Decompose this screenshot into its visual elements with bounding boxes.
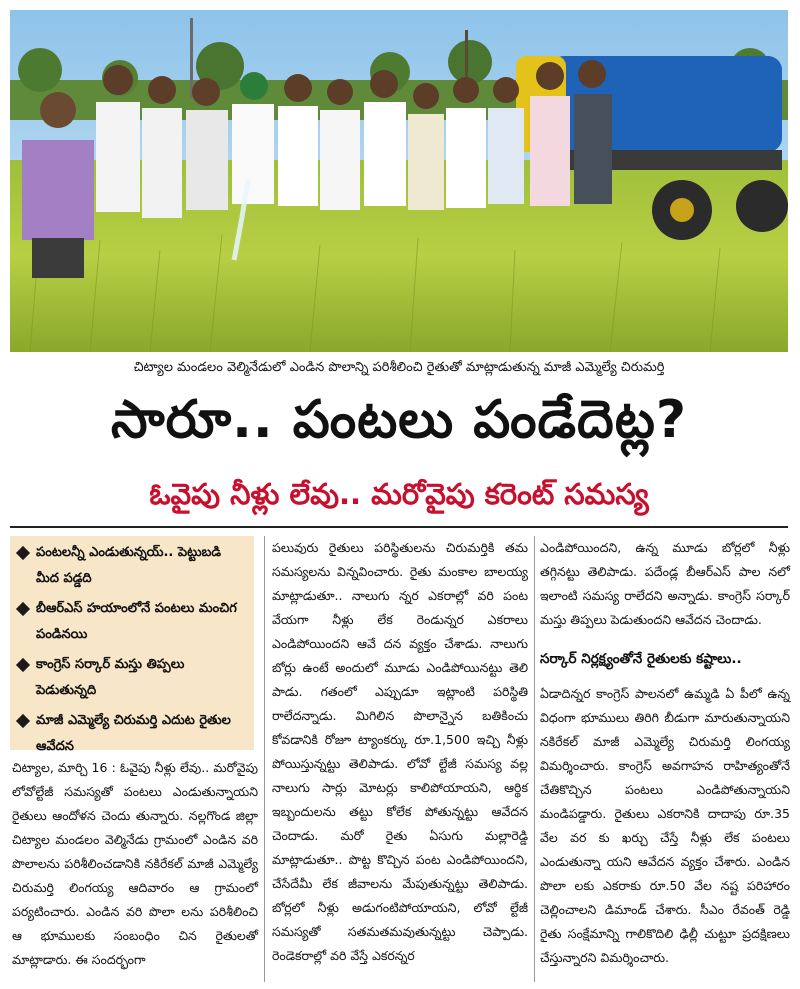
highlight-item bbox=[10, 592, 254, 648]
highlight-text: పంటలన్నీ ఎండుతున్నయ్.. పెట్టుబడి మీద పడ్డది bbox=[36, 545, 221, 586]
highlight-item bbox=[10, 648, 254, 704]
article-column-2: పలువురు రైతులు పరిస్థితులను చిరుమర్తికి తమ సమస్యలను విన్నవించారు. రైతు మంకాల బాలయ్య మాట్లాడుతూ.. నాలుగు న్నర ఎకరాల్లో వరి పంట వేయగా నీళ్లు లేక రెండున్నర ఎకరాలు ఎండిపోయిందని ఆవే దన వ్యక్తం చేశాడు. నాలుగు బోర్లు ఉంటే అందులో మూడు ఎండిపోయినట్టు తెలి పాడు. గతంలో ఎప్పుడూ ఇట్లాంటి పరిస్థితి రాలేదన్నాడు. మిగిలిన పొలాన్నైన బతికించు కోవడానికి రోజూ ట్యాంకర్కు రూ.1,500 ఇచ్చి నీళ్లు పోయిస్తున్నట్టు తెలిపాడు. లోవో ల్టేజీ సమస్య వల్ల నాలుగు సార్లు మోటర్లు కాలిపోయాయని, ఆర్థిక ఇబ్బందులను తట్టు కోలేక పోతున్నట్టు ఆవేదన చెందాడు. మరో రైతు ఏసుగు మల్లారెడ్డి మాట్లాడుతూ.. పొట్ట కొచ్చిన పంట ఎండిపోయిందని, చేసేదేమీ లేక జీవాలను మేపుతున్నట్టు తెలిపాడు. బోర్లలో నీళ్లు అడుగంటిపోయాయని, లోవో ల్టేజీ సమస్యతో సతమతమవుతున్నట్టు చెప్పాడు. రెండెకరాల్లో వరి వేస్తే ఎకరన్నర bbox=[272, 540, 528, 963]
diamond-bullet-icon bbox=[16, 714, 30, 728]
article-paragraph: ఏడాదిన్నర కాంగ్రెస్ పాలనలో ఉమ్మడి ఏ పీలో ఉన్న విధంగా భూములు తిరిగి బీడుగా మారుతున్నాయని నకిరేకల్ మాజీ ఎమ్మెల్యే చిరుమర్తి లింగయ్య విమర్శించారు. కాంగ్రెస్ అవగాహన రాహిత్యంతోనే చేతికొచ్చిన పంటలు ఎండిపోతున్నాయని మండిపడ్డారు. రైతులు ఎకరానికి దాదాపు రూ.35 వేల వర కు ఖర్చు చేస్తే నీళ్లు లేక పంటలు ఎండుతున్నా యని ఆవేదన వ్యక్తం చేశారు. ఎండిన పొలా లకు ఎకరాకు రూ.50 వేల నష్ట పరిహారం చెల్లించాలని డిమాండ్ చేశారు. సీఎం రేవంత్ రెడ్డి రైతు సంక్షేమాన్ని గాలికొదిలి ఢిల్లీ చుట్టూ ప్రదక్షిణలు చేస్తున్నారని విమర్శించారు. bbox=[540, 686, 790, 965]
article-column-3 bbox=[540, 536, 790, 970]
article-paragraph: ఎండిపోయిందని, ఉన్న మూడు బోర్లలో నీళ్లు తగ్గినట్టు తెలిపాడు. పదేండ్ల బీఆర్ఎస్ పాల నలో ఇలాంటి సమస్య రాలేదని అన్నాడు. కాంగ్రెస్ సర్కార్ మస్తు తిప్పలు పెడుతుందని ఆవేదన చెందాడు. bbox=[540, 540, 790, 627]
highlight-text: మాజీ ఎమ్మెల్యే చిరుమర్తి ఎదుట రైతుల ఆవేదన bbox=[36, 713, 231, 754]
news-photo bbox=[10, 10, 788, 352]
divider bbox=[10, 526, 788, 528]
diamond-bullet-icon bbox=[16, 602, 30, 616]
highlight-text: కాంగ్రెస్ సర్కార్ మస్తు తిప్పలు పెడుతున్నది bbox=[36, 657, 185, 698]
highlight-item bbox=[10, 536, 254, 592]
highlight-text: బీఆర్ఎస్ హయాంలోనే పంటలు మంచిగ పండినయి bbox=[36, 601, 237, 642]
highlight-item bbox=[10, 704, 254, 760]
highlights-box bbox=[10, 536, 254, 754]
article-subheading: సర్కార్ నిర్లక్ష్యంతోనే రైతులకు కష్టాలు.. bbox=[540, 651, 742, 667]
farmers-in-paddy-field-photo bbox=[10, 10, 788, 352]
diamond-bullet-icon bbox=[16, 546, 30, 560]
subheadline: ఓవైపు నీళ్లు లేవు.. మరోవైపు కరెంట్ సమస్య bbox=[149, 477, 649, 511]
column-divider bbox=[534, 536, 535, 982]
photo-caption: చిట్యాల మండలం వెల్మినేడులో ఎండిన పొలాన్ని పరిశీలించి రైతుతో మాట్లాడుతున్న మాజీ ఎమ్మెల్యే చిరుమర్తి bbox=[133, 360, 665, 375]
diamond-bullet-icon bbox=[16, 658, 30, 672]
article-column-1: చిట్యాల, మార్చి 16 : ఓవైపు నీళ్లు లేవు.. మరోవైపు లోవోల్టేజీ సమస్యతో పంటలు ఎండుతున్నాయని రైతులు ఆందోళన చెందు తున్నారు. నల్లగొండ జిల్లా చిట్యాల మండలం వెల్మినేడు గ్రామంలో ఎండిన వరి పొలాలను పరిశీలించడానికి నకిరేకల్ మాజీ ఎమ్మెల్యే చిరుమర్తి లింగయ్య ఆదివారం ఆ గ్రామంలో పర్యటించారు. ఎండిన వరి పొలా లను పరిశీలించి ఆ భూములకు సంబంధిం చిన రైతులతో మాట్లాడారు. ఈ సందర్భంగా bbox=[12, 760, 258, 967]
headline: సారూ.. పంటలు పండేదెట్ల? bbox=[110, 390, 688, 450]
column-divider bbox=[264, 536, 265, 982]
